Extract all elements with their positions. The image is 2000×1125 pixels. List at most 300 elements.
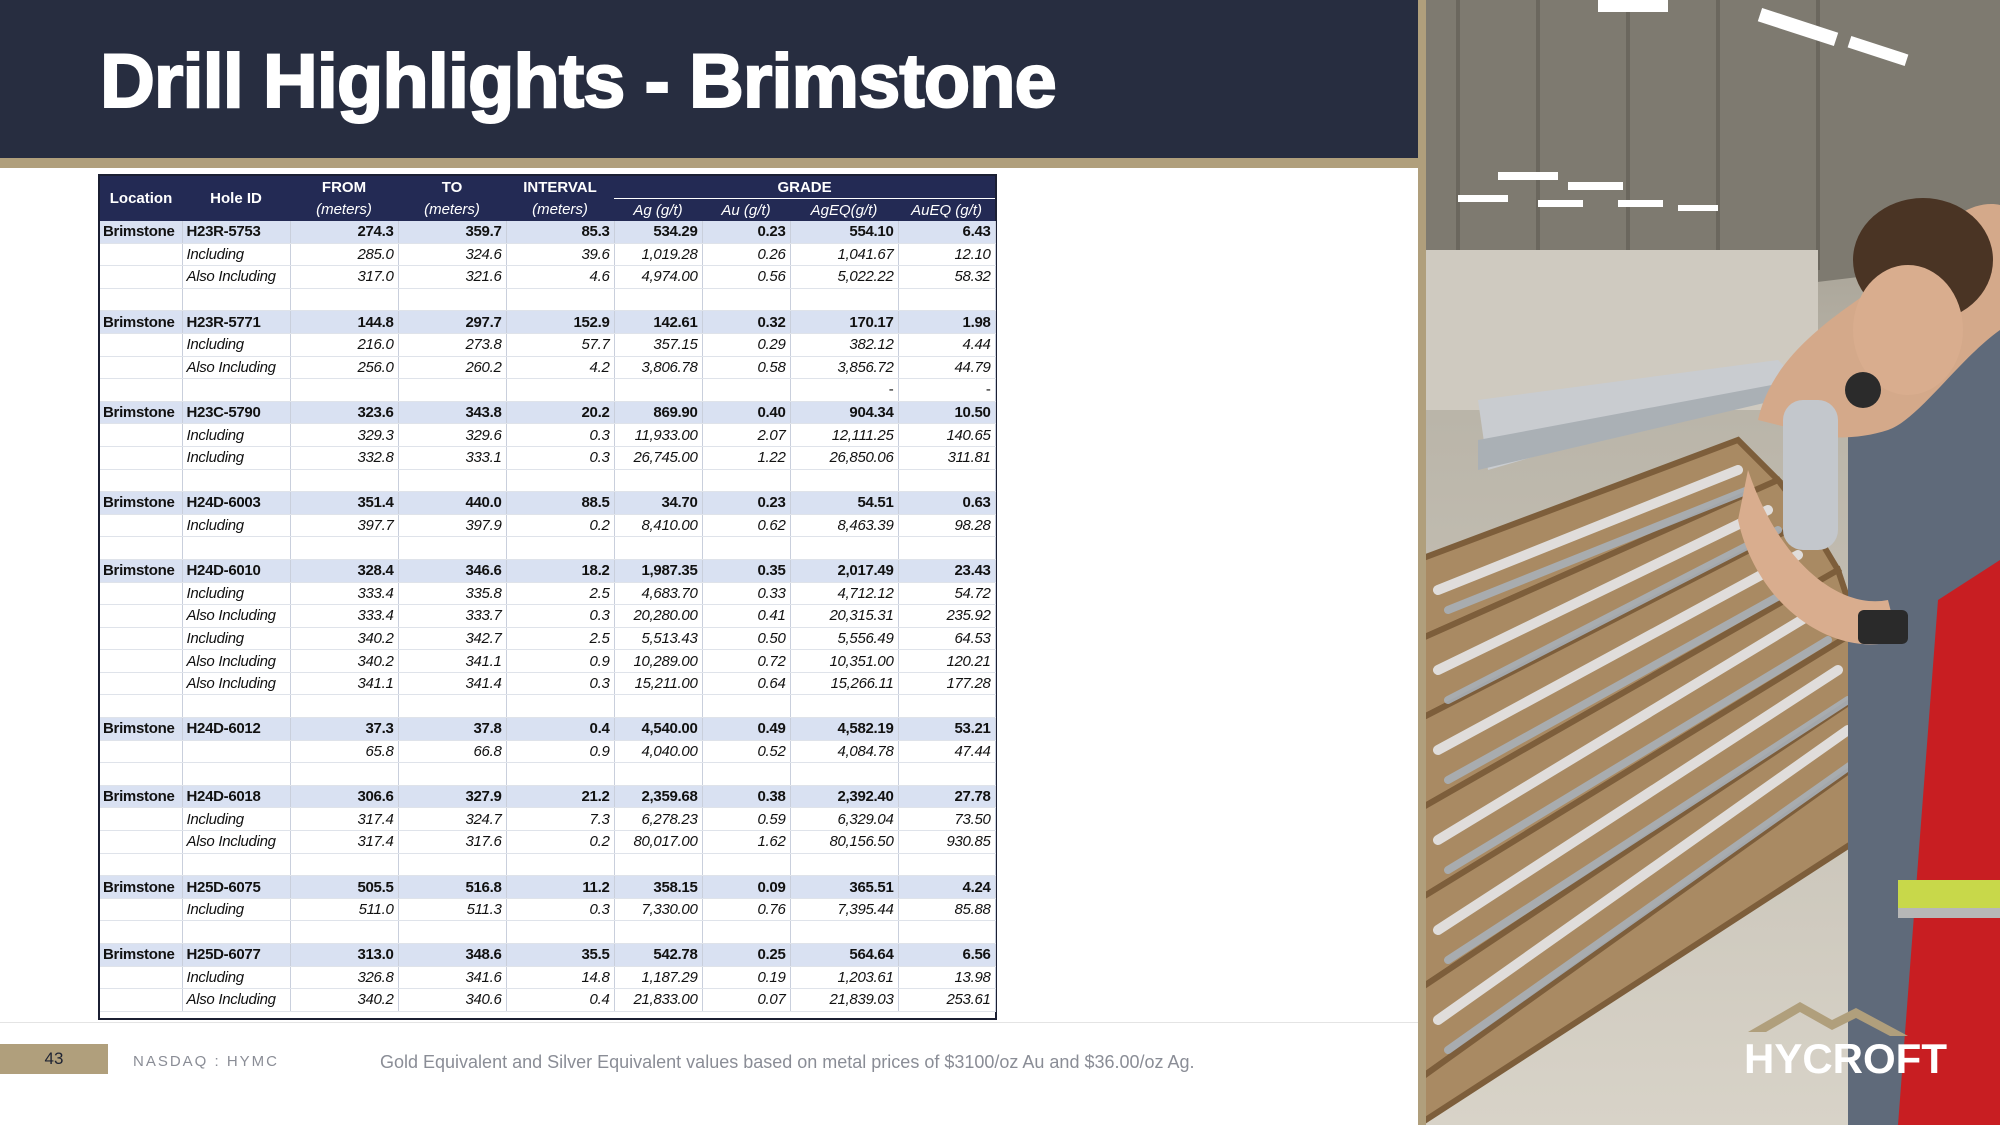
- cell-to: 333.1: [398, 446, 506, 469]
- cell-to: 37.8: [398, 718, 506, 741]
- cell-ag: 534.29: [614, 221, 702, 243]
- cell-interval: 2.5: [506, 582, 614, 605]
- cell-to: [398, 853, 506, 876]
- cell-loc: [100, 650, 182, 673]
- cell-au: 0.07: [702, 989, 790, 1012]
- cell-from: 333.4: [290, 582, 398, 605]
- cell-au: 1.62: [702, 831, 790, 854]
- cell-au: 0.72: [702, 650, 790, 673]
- cell-to: [398, 288, 506, 311]
- cell-ag: [614, 379, 702, 402]
- cell-loc: [100, 424, 182, 447]
- cell-interval: 88.5: [506, 492, 614, 515]
- cell-aueq: [898, 288, 995, 311]
- table-row-including: [100, 356, 995, 379]
- cell-loc: [100, 695, 182, 718]
- cell-loc: [100, 243, 182, 266]
- cell-from: 328.4: [290, 559, 398, 582]
- table-row-spacer: [100, 469, 995, 492]
- cell-ag: 1,019.28: [614, 243, 702, 266]
- cell-loc: [100, 582, 182, 605]
- cell-ag: 15,211.00: [614, 672, 702, 695]
- cell-loc: [100, 672, 182, 695]
- table-row-spacer: [100, 695, 995, 718]
- cell-loc: [100, 469, 182, 492]
- cell-au: [702, 763, 790, 786]
- cell-au: 0.29: [702, 333, 790, 356]
- cell-aueq: 6.56: [898, 944, 995, 967]
- drill-table: [100, 176, 996, 1012]
- cell-from: 505.5: [290, 876, 398, 899]
- cell-interval: 14.8: [506, 966, 614, 989]
- cell-hole: [182, 537, 290, 560]
- cell-ag: 142.61: [614, 311, 702, 334]
- table-row-main: [100, 944, 995, 967]
- cell-to: 342.7: [398, 627, 506, 650]
- accent-rule: [0, 158, 1418, 168]
- cell-loc: [100, 379, 182, 402]
- cell-from: [290, 288, 398, 311]
- cell-ageq: 12,111.25: [790, 424, 898, 447]
- cell-hole: [182, 469, 290, 492]
- table-row-including: [100, 266, 995, 289]
- cell-loc: Brimstone: [100, 559, 182, 582]
- cell-hole: H25D-6077: [182, 944, 290, 967]
- price-footnote: Gold Equivalent and Silver Equivalent values based on metal prices of $3100/oz Au and $36.00/oz Ag.: [380, 1052, 1195, 1072]
- table-row-main: [100, 401, 995, 424]
- table-row-including: [100, 243, 995, 266]
- cell-au: 0.38: [702, 785, 790, 808]
- cell-to: 341.1: [398, 650, 506, 673]
- core-shed-photo: [1418, 0, 2000, 1125]
- cell-to: 335.8: [398, 582, 506, 605]
- cell-aueq: 4.24: [898, 876, 995, 899]
- cell-from: 340.2: [290, 627, 398, 650]
- cell-aueq: [898, 537, 995, 560]
- cell-au: 0.41: [702, 605, 790, 628]
- table-row-spacer: [100, 288, 995, 311]
- cell-from: 326.8: [290, 966, 398, 989]
- cell-hole: Including: [182, 582, 290, 605]
- cell-to: 260.2: [398, 356, 506, 379]
- cell-from: 332.8: [290, 446, 398, 469]
- cell-ageq: 5,022.22: [790, 266, 898, 289]
- cell-hole: Also Including: [182, 356, 290, 379]
- cell-au: 0.35: [702, 559, 790, 582]
- cell-ag: 20,280.00: [614, 605, 702, 628]
- cell-aueq: 4.44: [898, 333, 995, 356]
- cell-ag: 80,017.00: [614, 831, 702, 854]
- cell-au: 0.59: [702, 808, 790, 831]
- cell-au: 0.52: [702, 740, 790, 763]
- cell-from: [290, 695, 398, 718]
- cell-hole: H23R-5753: [182, 221, 290, 243]
- cell-ag: 4,040.00: [614, 740, 702, 763]
- cell-ag: 4,540.00: [614, 718, 702, 741]
- table-row-including: [100, 808, 995, 831]
- cell-hole: H24D-6012: [182, 718, 290, 741]
- cell-ag: [614, 537, 702, 560]
- cell-loc: [100, 446, 182, 469]
- cell-to: 397.9: [398, 514, 506, 537]
- table-row-main: [100, 718, 995, 741]
- cell-from: [290, 537, 398, 560]
- cell-ag: 1,987.35: [614, 559, 702, 582]
- cell-hole: Including: [182, 966, 290, 989]
- cell-to: 341.6: [398, 966, 506, 989]
- cell-ag: [614, 288, 702, 311]
- cell-hole: Including: [182, 243, 290, 266]
- col-from: FROM: [290, 176, 398, 199]
- cell-to: [398, 537, 506, 560]
- hycroft-logo-text: HYCROFT: [1744, 1035, 1947, 1082]
- cell-to: 348.6: [398, 944, 506, 967]
- cell-from: 397.7: [290, 514, 398, 537]
- cell-loc: [100, 627, 182, 650]
- cell-ag: 26,745.00: [614, 446, 702, 469]
- cell-ag: 8,410.00: [614, 514, 702, 537]
- table-row-including: [100, 424, 995, 447]
- table-row-including: [100, 672, 995, 695]
- cell-aueq: 44.79: [898, 356, 995, 379]
- cell-hole: Also Including: [182, 989, 290, 1012]
- cell-au: [702, 921, 790, 944]
- cell-interval: 0.9: [506, 740, 614, 763]
- cell-loc: [100, 921, 182, 944]
- cell-ageq: -: [790, 379, 898, 402]
- cell-hole: Including: [182, 333, 290, 356]
- cell-ageq: [790, 288, 898, 311]
- cell-from: [290, 853, 398, 876]
- cell-au: 0.23: [702, 221, 790, 243]
- table-row-main: [100, 221, 995, 243]
- table-row-main: [100, 311, 995, 334]
- cell-au: 0.58: [702, 356, 790, 379]
- cell-hole: Including: [182, 627, 290, 650]
- cell-au: [702, 288, 790, 311]
- table-row-including: [100, 605, 995, 628]
- cell-au: [702, 853, 790, 876]
- table-header: [100, 176, 995, 221]
- cell-aueq: 120.21: [898, 650, 995, 673]
- cell-loc: [100, 537, 182, 560]
- cell-ag: 11,933.00: [614, 424, 702, 447]
- cell-to: [398, 763, 506, 786]
- col-from-unit: (meters): [290, 199, 398, 222]
- cell-hole: [182, 740, 290, 763]
- cell-interval: 39.6: [506, 243, 614, 266]
- cell-interval: 20.2: [506, 401, 614, 424]
- cell-hole: Also Including: [182, 672, 290, 695]
- cell-aueq: [898, 921, 995, 944]
- cell-to: [398, 469, 506, 492]
- cell-loc: [100, 853, 182, 876]
- cell-from: 317.0: [290, 266, 398, 289]
- cell-interval: 0.3: [506, 898, 614, 921]
- cell-from: 216.0: [290, 333, 398, 356]
- cell-ageq: 21,839.03: [790, 989, 898, 1012]
- table-row-including: [100, 333, 995, 356]
- cell-ageq: 26,850.06: [790, 446, 898, 469]
- cell-to: [398, 695, 506, 718]
- cell-hole: H24D-6003: [182, 492, 290, 515]
- cell-ag: [614, 853, 702, 876]
- cell-loc: [100, 898, 182, 921]
- table-row-spacer: [100, 537, 995, 560]
- col-hole-id: Hole ID: [182, 176, 290, 221]
- cell-ageq: 904.34: [790, 401, 898, 424]
- cell-loc: Brimstone: [100, 492, 182, 515]
- cell-ageq: 8,463.39: [790, 514, 898, 537]
- cell-loc: [100, 288, 182, 311]
- cell-from: 351.4: [290, 492, 398, 515]
- cell-ageq: 20,315.31: [790, 605, 898, 628]
- cell-ageq: 6,329.04: [790, 808, 898, 831]
- cell-to: [398, 379, 506, 402]
- cell-ag: 357.15: [614, 333, 702, 356]
- cell-au: 0.33: [702, 582, 790, 605]
- cell-from: 144.8: [290, 311, 398, 334]
- cell-ag: 1,187.29: [614, 966, 702, 989]
- cell-aueq: 930.85: [898, 831, 995, 854]
- cell-to: 324.6: [398, 243, 506, 266]
- cell-to: 516.8: [398, 876, 506, 899]
- cell-to: 317.6: [398, 831, 506, 854]
- cell-interval: [506, 288, 614, 311]
- cell-hole: H24D-6010: [182, 559, 290, 582]
- cell-loc: [100, 333, 182, 356]
- cell-interval: 2.5: [506, 627, 614, 650]
- col-to: TO: [398, 176, 506, 199]
- cell-aueq: 1.98: [898, 311, 995, 334]
- cell-ageq: 15,266.11: [790, 672, 898, 695]
- cell-aueq: 0.63: [898, 492, 995, 515]
- cell-loc: Brimstone: [100, 876, 182, 899]
- ticker-label: NASDAQ : HYMC: [133, 1053, 280, 1070]
- cell-from: [290, 921, 398, 944]
- cell-hole: Also Including: [182, 605, 290, 628]
- cell-interval: 0.9: [506, 650, 614, 673]
- col-aueq: AuEQ (g/t): [898, 199, 995, 222]
- cell-ag: 34.70: [614, 492, 702, 515]
- cell-ageq: 564.64: [790, 944, 898, 967]
- cell-from: [290, 469, 398, 492]
- cell-hole: Including: [182, 424, 290, 447]
- cell-hole: H25D-6075: [182, 876, 290, 899]
- cell-aueq: 6.43: [898, 221, 995, 243]
- table-row-including: [100, 898, 995, 921]
- cell-au: [702, 469, 790, 492]
- cell-ageq: 5,556.49: [790, 627, 898, 650]
- cell-to: 340.6: [398, 989, 506, 1012]
- cell-ageq: [790, 763, 898, 786]
- cell-ag: 358.15: [614, 876, 702, 899]
- table-row-including: [100, 627, 995, 650]
- cell-ageq: [790, 537, 898, 560]
- cell-loc: [100, 763, 182, 786]
- cell-hole: Including: [182, 514, 290, 537]
- cell-ag: 869.90: [614, 401, 702, 424]
- table-row-including: [100, 446, 995, 469]
- cell-loc: Brimstone: [100, 311, 182, 334]
- cell-from: 317.4: [290, 808, 398, 831]
- cell-from: 285.0: [290, 243, 398, 266]
- cell-from: 333.4: [290, 605, 398, 628]
- cell-ageq: 54.51: [790, 492, 898, 515]
- cell-ageq: 382.12: [790, 333, 898, 356]
- cell-loc: Brimstone: [100, 401, 182, 424]
- cell-au: 0.62: [702, 514, 790, 537]
- cell-from: 340.2: [290, 650, 398, 673]
- cell-hole: [182, 379, 290, 402]
- cell-interval: 0.2: [506, 831, 614, 854]
- table-row-main: [100, 492, 995, 515]
- cell-hole: H23R-5771: [182, 311, 290, 334]
- cell-ag: 542.78: [614, 944, 702, 967]
- cell-ageq: 80,156.50: [790, 831, 898, 854]
- cell-au: 0.09: [702, 876, 790, 899]
- cell-interval: 4.2: [506, 356, 614, 379]
- cell-aueq: 23.43: [898, 559, 995, 582]
- cell-ag: 4,974.00: [614, 266, 702, 289]
- cell-loc: [100, 740, 182, 763]
- cell-aueq: 47.44: [898, 740, 995, 763]
- cell-interval: 0.4: [506, 989, 614, 1012]
- cell-interval: 0.3: [506, 605, 614, 628]
- col-ageq: AgEQ(g/t): [790, 199, 898, 222]
- cell-interval: 0.3: [506, 672, 614, 695]
- cell-ageq: 2,017.49: [790, 559, 898, 582]
- cell-to: 297.7: [398, 311, 506, 334]
- page-number: 43: [0, 1044, 108, 1074]
- cell-au: 0.50: [702, 627, 790, 650]
- table-row-including: [100, 989, 995, 1012]
- cell-interval: [506, 537, 614, 560]
- cell-loc: [100, 605, 182, 628]
- cell-interval: [506, 763, 614, 786]
- cell-au: [702, 537, 790, 560]
- cell-interval: 21.2: [506, 785, 614, 808]
- cell-hole: Also Including: [182, 266, 290, 289]
- photo-illustration: [1418, 0, 2000, 1125]
- cell-au: 0.19: [702, 966, 790, 989]
- cell-aueq: 140.65: [898, 424, 995, 447]
- table-row-including: [100, 966, 995, 989]
- cell-ageq: 365.51: [790, 876, 898, 899]
- col-interval-unit: (meters): [506, 199, 614, 222]
- cell-hole: [182, 853, 290, 876]
- cell-ag: 5,513.43: [614, 627, 702, 650]
- col-interval: INTERVAL: [506, 176, 614, 199]
- cell-to: 329.6: [398, 424, 506, 447]
- cell-to: 66.8: [398, 740, 506, 763]
- cell-ageq: 1,041.67: [790, 243, 898, 266]
- cell-to: 324.7: [398, 808, 506, 831]
- cell-aueq: 253.61: [898, 989, 995, 1012]
- col-to-unit: (meters): [398, 199, 506, 222]
- cell-au: 2.07: [702, 424, 790, 447]
- cell-to: 511.3: [398, 898, 506, 921]
- cell-to: 327.9: [398, 785, 506, 808]
- cell-interval: [506, 469, 614, 492]
- cell-au: 0.40: [702, 401, 790, 424]
- cell-ageq: [790, 469, 898, 492]
- cell-from: 341.1: [290, 672, 398, 695]
- cell-aueq: 177.28: [898, 672, 995, 695]
- cell-au: 0.26: [702, 243, 790, 266]
- col-grade: GRADE: [614, 176, 995, 199]
- cell-loc: [100, 831, 182, 854]
- cell-hole: Including: [182, 808, 290, 831]
- cell-from: 65.8: [290, 740, 398, 763]
- cell-from: [290, 379, 398, 402]
- table-body: [100, 221, 995, 1011]
- cell-from: 256.0: [290, 356, 398, 379]
- cell-au: 0.76: [702, 898, 790, 921]
- cell-hole: Also Including: [182, 831, 290, 854]
- cell-ag: 7,330.00: [614, 898, 702, 921]
- cell-interval: 0.3: [506, 424, 614, 447]
- cell-au: [702, 695, 790, 718]
- cell-loc: [100, 989, 182, 1012]
- cell-loc: [100, 356, 182, 379]
- cell-hole: H23C-5790: [182, 401, 290, 424]
- cell-to: 273.8: [398, 333, 506, 356]
- cell-to: 346.6: [398, 559, 506, 582]
- cell-loc: Brimstone: [100, 718, 182, 741]
- table-row-spacer: [100, 853, 995, 876]
- cell-to: 359.7: [398, 221, 506, 243]
- cell-ag: 6,278.23: [614, 808, 702, 831]
- cell-interval: [506, 695, 614, 718]
- cell-ageq: 3,856.72: [790, 356, 898, 379]
- cell-aueq: 64.53: [898, 627, 995, 650]
- cell-ageq: 1,203.61: [790, 966, 898, 989]
- cell-au: 0.25: [702, 944, 790, 967]
- cell-aueq: 54.72: [898, 582, 995, 605]
- cell-interval: 35.5: [506, 944, 614, 967]
- cell-to: 321.6: [398, 266, 506, 289]
- col-ag: Ag (g/t): [614, 199, 702, 222]
- cell-ag: [614, 695, 702, 718]
- cell-interval: 0.2: [506, 514, 614, 537]
- cell-from: 329.3: [290, 424, 398, 447]
- cell-au: 0.32: [702, 311, 790, 334]
- page-title: Drill Highlights - Brimstone: [100, 39, 1056, 124]
- table-row-main: [100, 559, 995, 582]
- cell-ageq: 10,351.00: [790, 650, 898, 673]
- cell-ag: 4,683.70: [614, 582, 702, 605]
- cell-ageq: 554.10: [790, 221, 898, 243]
- cell-loc: [100, 966, 182, 989]
- cell-ag: [614, 763, 702, 786]
- cell-ag: 3,806.78: [614, 356, 702, 379]
- cell-from: 511.0: [290, 898, 398, 921]
- cell-to: 333.7: [398, 605, 506, 628]
- table-row-main: [100, 876, 995, 899]
- cell-hole: [182, 921, 290, 944]
- cell-loc: Brimstone: [100, 944, 182, 967]
- cell-ageq: 4,084.78: [790, 740, 898, 763]
- cell-aueq: 53.21: [898, 718, 995, 741]
- cell-ag: 10,289.00: [614, 650, 702, 673]
- cell-ag: [614, 921, 702, 944]
- table-row-including: [100, 650, 995, 673]
- cell-to: [398, 921, 506, 944]
- cell-from: 317.4: [290, 831, 398, 854]
- cell-aueq: 73.50: [898, 808, 995, 831]
- cell-aueq: 235.92: [898, 605, 995, 628]
